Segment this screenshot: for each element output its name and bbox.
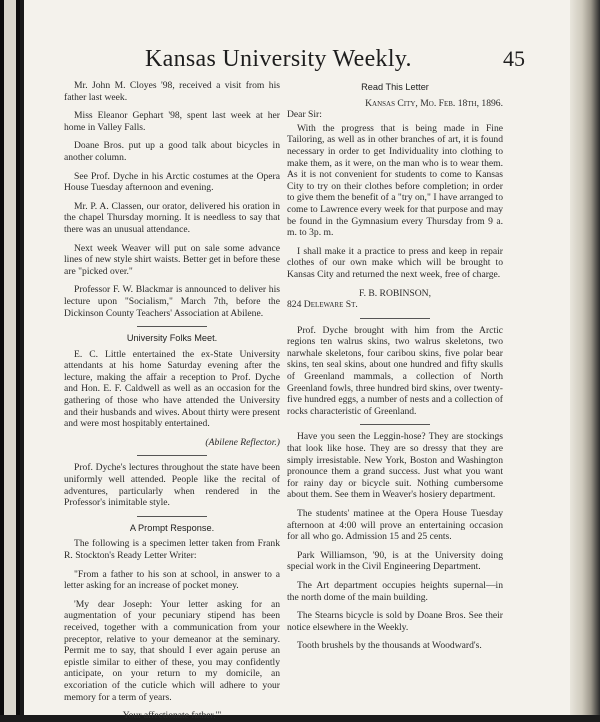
article-paragraph: Mr. P. A. Classen, our orator, delivered his oration in the chapel Thursday morning. It is needless to say that there was an unusual attendance. <box>64 200 280 235</box>
source-attribution: (Abilene Reflector.) <box>205 436 280 448</box>
article-paragraph: 'My dear Joseph: Your letter asking for an augmentation of your pecuniary stipend has been received, together with a communication from your preceptor, relative to your demeanor at the seminary. Permit me to say, that should I ever again peruse an epistle similar to either of these, you may confidently anticipate, on your return to my domicile, an excoriation of the cuticle which will adhere to your memory for a term of years. <box>64 598 280 703</box>
section-divider <box>137 516 207 517</box>
article-paragraph: Miss Eleanor Gephart '98, spent last week at her home in Valley Falls. <box>64 110 280 133</box>
article-paragraph: E. C. Little entertained the ex-State University attendants at his home Saturday evening after the lecture, making the affair a reception to Prof. Dyche and Hon. E. F. Caldwell as well as an occasion for the gathering of those who have attended the University and their husbands and wives. About thirty were present and were most hospitably entertained. <box>64 348 280 430</box>
article-paragraph: Mr. John M. Cloyes '98, received a visit from his father last week. <box>64 80 280 103</box>
article-paragraph: Have you seen the Leggin-hose? They are stockings that look like hose. They are so dressy that they are simply irresistable. New York, Boston and Washington pronounce them a grand success. Just what you want for rainy day or bicycle suit. Nothing cumbersome about them. See them in Weaver's hosiery department. <box>287 431 503 501</box>
section-divider <box>360 424 430 425</box>
signature-address: 824 Deleware St. <box>287 299 358 311</box>
section-divider <box>137 455 207 456</box>
page-number: 45 <box>503 46 525 71</box>
article-paragraph: See Prof. Dyche in his Arctic costumes at the Opera House Tuesday afternoon and evening. <box>64 170 280 194</box>
letter-closing: Your affectionate father.'" <box>122 710 222 722</box>
article-heading: University Folks Meet. <box>126 333 218 344</box>
article-paragraph: The Stearns bicycle is sold by Doane Bros. See their notice elsewhere in the Weekly. <box>287 610 503 633</box>
article-heading: A Prompt Response. <box>129 522 215 533</box>
article-paragraph: The students' matinee at the Opera House Tuesday afternoon at 4:00 will prove an entertaining occasion for all who go. Admission 15 and 25 cents. <box>287 508 503 543</box>
article-paragraph: With the progress that is being made in Fine Tailoring, as well as in other branches of art, it is found necessary in order to get Individuality into clothing to make them, as it were, on the man who is to wear them. As it is not convenient for students to come to Kansas City to try on their clothes before completion; in order to give them the benefit of a "try on," I have arranged to come to Lawrence every week for that purpose and may be found in the Gymnasium every Thursday from 9 a. m. to 3p. m. <box>287 122 503 239</box>
article-paragraph: "From a father to his son at school, in answer to a letter asking for an increase of pocket money. <box>64 568 280 592</box>
right-column <box>287 80 503 659</box>
article-paragraph: The following is a specimen letter taken from Frank R. Stockton's Ready Letter Writer: <box>64 538 280 561</box>
letter-salutation: Dear Sir: <box>287 109 322 121</box>
left-column <box>64 80 280 722</box>
section-divider <box>360 318 430 319</box>
article-paragraph: Tooth brushels by the thousands at Woodward's. <box>297 640 482 652</box>
section-divider <box>137 326 207 327</box>
page-header <box>145 46 525 74</box>
article-paragraph: Doane Bros. put up a good talk about bicycles in another column. <box>64 140 280 163</box>
article-paragraph: Prof. Dyche's lectures throughout the state have been uniformly well attended. People like the recital of adventures, particularly when rendered in the Professor's inimitable style. <box>64 462 280 509</box>
publication-title: Kansas University Weekly. <box>145 46 412 72</box>
article-paragraph: Prof. Dyche brought with him from the Arctic regions ten walrus skins, two walrus skeletons, two narwhale skeletons, four caribou skins, five polar bear skins, ten seal skins, about one hundred and fifty skulls of Greenland mammals, a collection of North Greenland fowls, three hundred bird skins, over twenty-five hundred eggs, a number of nests and a collection of rocks characteristic of Greenland. <box>287 324 503 417</box>
article-paragraph: The Art department occupies heights supernal—in the north dome of the main building. <box>287 579 503 603</box>
left-page-edge <box>4 0 16 715</box>
article-paragraph: Park Williamson, '90, is at the University doing special work in the Civil Engineering Department. <box>287 549 503 573</box>
right-page-edge <box>570 0 600 715</box>
article-paragraph: Professor F. W. Blackmar is announced to deliver his lecture upon "Socialism," March 7th, before the Dickinson County Teachers' Association at Abilene. <box>64 284 280 319</box>
article-heading: Read This Letter <box>361 82 429 92</box>
letter-dateline: Kansas City, Mo. Feb. 18th, 1896. <box>365 97 503 109</box>
article-paragraph: Next week Weaver will put on sale some advance lines of new style shirt waists. Better get in before these are "picked over." <box>64 242 280 277</box>
signature-name: F. B. ROBINSON, <box>359 287 431 299</box>
article-paragraph: I shall make it a practice to press and keep in repair clothes of our own make which will be brought to Kansas City and returned the next week, free of charge. <box>287 245 503 280</box>
